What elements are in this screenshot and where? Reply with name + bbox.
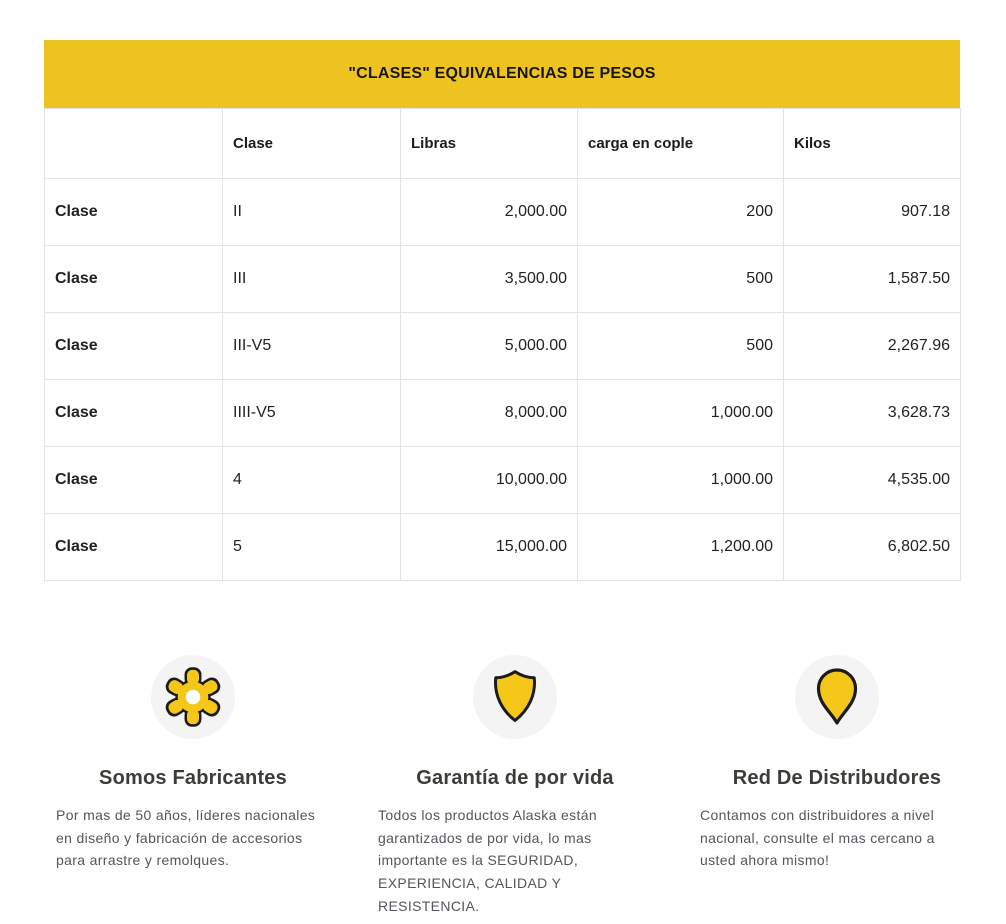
feature-description: Por mas de 50 años, líderes nacionales en diseño y fabricación de accesorios para arrastre y remolques. bbox=[56, 807, 316, 869]
feature-description: Todos los productos Alaska están garantizados de por vida, lo mas importante es la SEGURIDAD, EXPERIENCIA, CALIDAD Y RESISTENCIA. bbox=[378, 807, 597, 914]
feature-title: Red De Distribudores bbox=[732, 767, 942, 789]
kilos-cell: 1,587.50 bbox=[784, 246, 961, 313]
carga-cell: 1,000.00 bbox=[578, 447, 784, 514]
carga-cell: 1,200.00 bbox=[578, 514, 784, 581]
clase-cell: 5 bbox=[223, 514, 401, 581]
feature-title: Somos Fabricantes bbox=[99, 767, 287, 789]
row-label-cell: Clase bbox=[45, 380, 223, 447]
feature-icon-circle bbox=[795, 655, 879, 739]
table-row bbox=[45, 380, 961, 447]
gear-icon bbox=[162, 666, 224, 728]
feature-fabricantes bbox=[32, 655, 354, 917]
feature-icon-circle bbox=[151, 655, 235, 739]
feature-title: Garantía de por vida bbox=[416, 767, 614, 789]
map-pin-icon bbox=[805, 665, 869, 729]
clase-cell: III bbox=[223, 246, 401, 313]
weight-equivalence-table-section bbox=[44, 40, 960, 581]
column-header-carga-en-cople: carga en cople bbox=[578, 109, 784, 179]
carga-cell: 1,000.00 bbox=[578, 380, 784, 447]
kilos-cell: 4,535.00 bbox=[784, 447, 961, 514]
kilos-cell: 2,267.96 bbox=[784, 313, 961, 380]
carga-cell: 500 bbox=[578, 313, 784, 380]
libras-cell: 2,000.00 bbox=[401, 179, 578, 246]
table-row bbox=[45, 246, 961, 313]
row-label-cell: Clase bbox=[45, 246, 223, 313]
features-section bbox=[32, 655, 998, 917]
libras-cell: 15,000.00 bbox=[401, 514, 578, 581]
column-header-clase: Clase bbox=[223, 109, 401, 179]
clase-cell: 4 bbox=[223, 447, 401, 514]
clase-cell: II bbox=[223, 179, 401, 246]
kilos-cell: 907.18 bbox=[784, 179, 961, 246]
column-header-kilos: Kilos bbox=[784, 109, 961, 179]
table-row bbox=[45, 179, 961, 246]
carga-cell: 500 bbox=[578, 246, 784, 313]
feature-description: Contamos con distribuidores a nivel nacional, consulte el mas cercano a usted ahora mismo! bbox=[700, 807, 935, 869]
libras-cell: 8,000.00 bbox=[401, 380, 578, 447]
row-label-cell: Clase bbox=[45, 514, 223, 581]
row-label-cell: Clase bbox=[45, 313, 223, 380]
libras-cell: 10,000.00 bbox=[401, 447, 578, 514]
feature-icon-circle bbox=[473, 655, 557, 739]
feature-distribuidores bbox=[676, 655, 998, 917]
row-label-cell: Clase bbox=[45, 447, 223, 514]
table-row bbox=[45, 447, 961, 514]
table-row bbox=[45, 514, 961, 581]
column-header-libras: Libras bbox=[401, 109, 578, 179]
table-title: "CLASES" EQUIVALENCIAS DE PESOS bbox=[348, 65, 656, 82]
weights-table bbox=[44, 108, 961, 581]
clase-cell: III-V5 bbox=[223, 313, 401, 380]
shield-icon bbox=[485, 667, 545, 727]
kilos-cell: 6,802.50 bbox=[784, 514, 961, 581]
header-row bbox=[45, 109, 961, 179]
carga-cell: 200 bbox=[578, 179, 784, 246]
kilos-cell: 3,628.73 bbox=[784, 380, 961, 447]
table-title-bar bbox=[44, 40, 960, 108]
libras-cell: 5,000.00 bbox=[401, 313, 578, 380]
column-header-empty bbox=[45, 109, 223, 179]
clase-cell: IIII-V5 bbox=[223, 380, 401, 447]
feature-garantia bbox=[354, 655, 676, 917]
table-row bbox=[45, 313, 961, 380]
libras-cell: 3,500.00 bbox=[401, 246, 578, 313]
row-label-cell: Clase bbox=[45, 179, 223, 246]
